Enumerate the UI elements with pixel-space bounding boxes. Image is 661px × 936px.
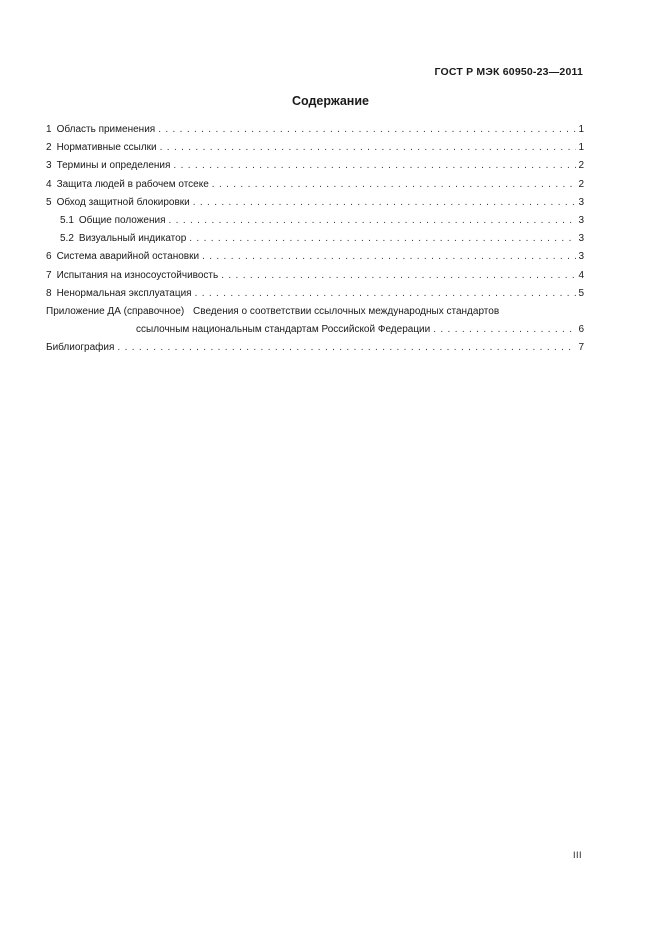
toc-leader-dots <box>189 230 576 248</box>
toc-leader-dots <box>158 121 576 139</box>
toc-entry-number: 5.1 <box>60 214 74 226</box>
toc-annex-title-line2: ссылочным национальным стандартам Российской Федерации <box>136 324 431 336</box>
toc-entry-page: 3 <box>578 233 584 245</box>
toc-leader-dots <box>433 321 576 339</box>
toc-entry-page: 6 <box>578 324 584 336</box>
toc-entry-label: Нормативные ссылки <box>56 142 157 154</box>
toc-annex-entry[interactable] <box>46 303 584 339</box>
toc-subentry[interactable] <box>46 212 584 230</box>
toc-leader-dots <box>160 139 577 157</box>
table-of-contents <box>46 121 584 357</box>
toc-annex-title-line1: Сведения о соответствии ссылочных международных стандартов <box>193 305 500 317</box>
toc-entry-label: Ненормальная эксплуатация <box>56 287 192 299</box>
toc-entry-page: 4 <box>578 269 584 281</box>
toc-entry-label: Общие положения <box>78 214 166 226</box>
toc-annex-label: Приложение ДА (справочное) <box>46 305 185 317</box>
toc-entry[interactable] <box>46 285 584 303</box>
toc-entry-label: Термины и определения <box>56 160 171 172</box>
toc-leader-dots <box>169 212 577 230</box>
toc-entry-number: 2 <box>46 142 52 154</box>
toc-entry-label: Визуальный индикатор <box>78 233 187 245</box>
toc-entry-number: 6 <box>46 251 52 263</box>
toc-leader-dots <box>212 176 577 194</box>
toc-entry[interactable] <box>46 139 584 157</box>
toc-subentry[interactable] <box>46 230 584 248</box>
toc-entry-page: 3 <box>578 214 584 226</box>
toc-entry-page: 7 <box>578 342 584 354</box>
toc-entry-number: 1 <box>46 124 52 135</box>
toc-entry-page: 3 <box>578 196 584 208</box>
toc-bibliography-entry[interactable] <box>46 339 584 357</box>
toc-annex-first-line <box>46 303 584 321</box>
toc-leader-dots <box>117 339 576 357</box>
toc-entry[interactable] <box>46 176 584 194</box>
toc-entry-number: 3 <box>46 160 52 172</box>
toc-entry-number: 7 <box>46 269 52 281</box>
toc-entry-page: 2 <box>578 160 584 172</box>
toc-entry[interactable] <box>46 267 584 285</box>
toc-leader-dots <box>202 248 576 266</box>
toc-entry-number: 5.2 <box>60 233 74 245</box>
toc-entry-label: Система аварийной остановки <box>56 251 200 263</box>
toc-entry-label: Библиография <box>46 342 115 354</box>
toc-entry-number: 4 <box>46 178 52 190</box>
toc-entry[interactable] <box>46 248 584 266</box>
toc-entry-page: 2 <box>578 178 584 190</box>
toc-leader-dots <box>221 267 576 285</box>
page-number: III <box>572 850 582 860</box>
toc-annex-second-line <box>46 321 584 339</box>
toc-entry-label: Обход защитной блокировки <box>56 196 190 208</box>
toc-entry[interactable] <box>46 194 584 212</box>
toc-entry-page: 1 <box>578 124 584 135</box>
toc-leader-dots <box>195 285 577 303</box>
toc-entry[interactable] <box>46 121 584 139</box>
toc-entry-number: 8 <box>46 287 52 299</box>
toc-entry-page: 1 <box>578 142 584 154</box>
standard-id-header: ГОСТ Р МЭК 60950-23—2011 <box>434 66 583 78</box>
toc-entry-page: 3 <box>578 251 584 263</box>
toc-leader-dots <box>193 194 577 212</box>
toc-leader-dots <box>173 157 576 175</box>
toc-entry-label: Область применения <box>56 124 156 135</box>
toc-title: Содержание <box>291 94 369 108</box>
toc-entry-label: Испытания на износоустойчивость <box>56 269 219 281</box>
toc-entry[interactable] <box>46 157 584 175</box>
toc-entry-page: 5 <box>578 287 584 299</box>
toc-entry-number: 5 <box>46 196 52 208</box>
toc-entry-label: Защита людей в рабочем отсеке <box>56 178 209 190</box>
